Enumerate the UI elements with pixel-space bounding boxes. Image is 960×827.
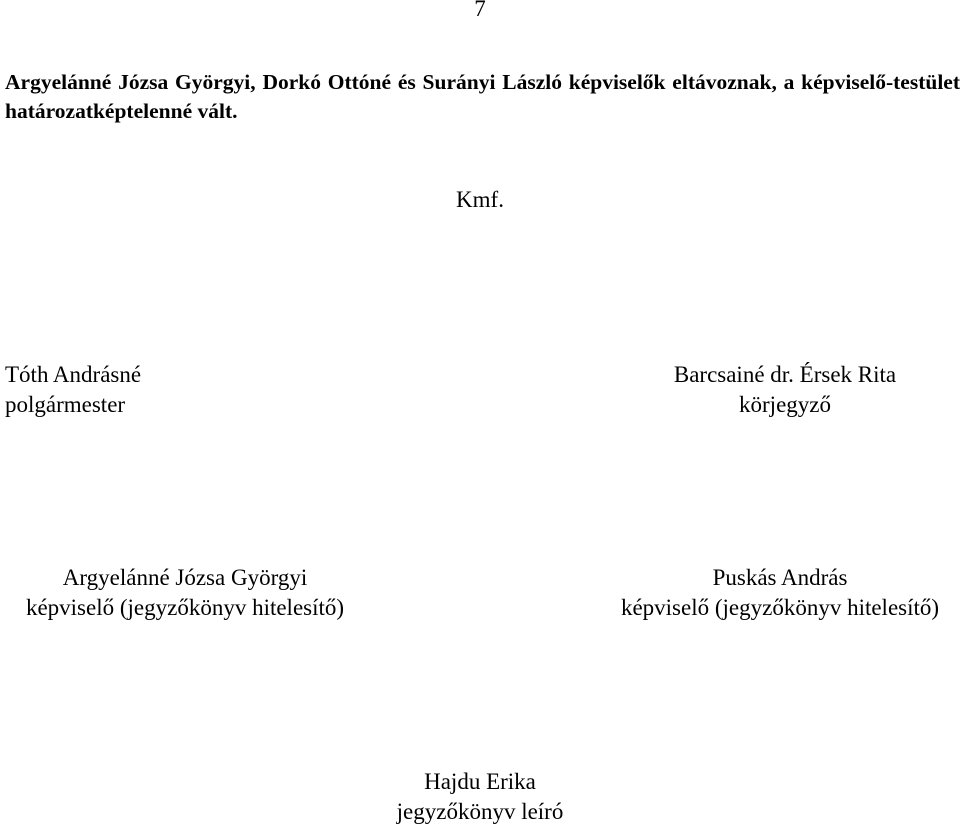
closing-kmf: Kmf. <box>456 187 504 212</box>
signature-authenticator-1-name: Argyelánné Józsa Györgyi <box>62 565 308 590</box>
signature-authenticator-2-name: Puskás András <box>712 565 848 590</box>
signature-notary-title: körjegyző <box>739 392 831 417</box>
signature-authenticator-1 <box>0 563 370 623</box>
signature-authenticator-2-title: képviselő (jegyzőkönyv hitelesítő) <box>620 595 940 620</box>
signature-mayor-name: Tóth Andrásné <box>5 362 142 387</box>
page-number: 7 <box>474 0 486 21</box>
signature-mayor <box>5 360 141 420</box>
signature-notary-name: Barcsainé dr. Érsek Rita <box>673 362 897 387</box>
signature-notary <box>660 360 910 420</box>
signature-mayor-title: polgármester <box>5 392 126 417</box>
minutes-statement: Argyelánné Józsa Györgyi, Dorkó Ottóné és Surányi László képviselők eltávoznak, a képviselő-testület határozatképtelenné vált. <box>5 70 960 123</box>
signature-recorder-name: Hajdu Erika <box>424 769 536 794</box>
signature-recorder-title: jegyzőkönyv leíró <box>396 799 564 824</box>
signature-recorder <box>0 767 960 827</box>
signature-authenticator-1-title: képviselő (jegyzőkönyv hitelesítő) <box>25 595 345 620</box>
signature-authenticator-2 <box>600 563 960 623</box>
